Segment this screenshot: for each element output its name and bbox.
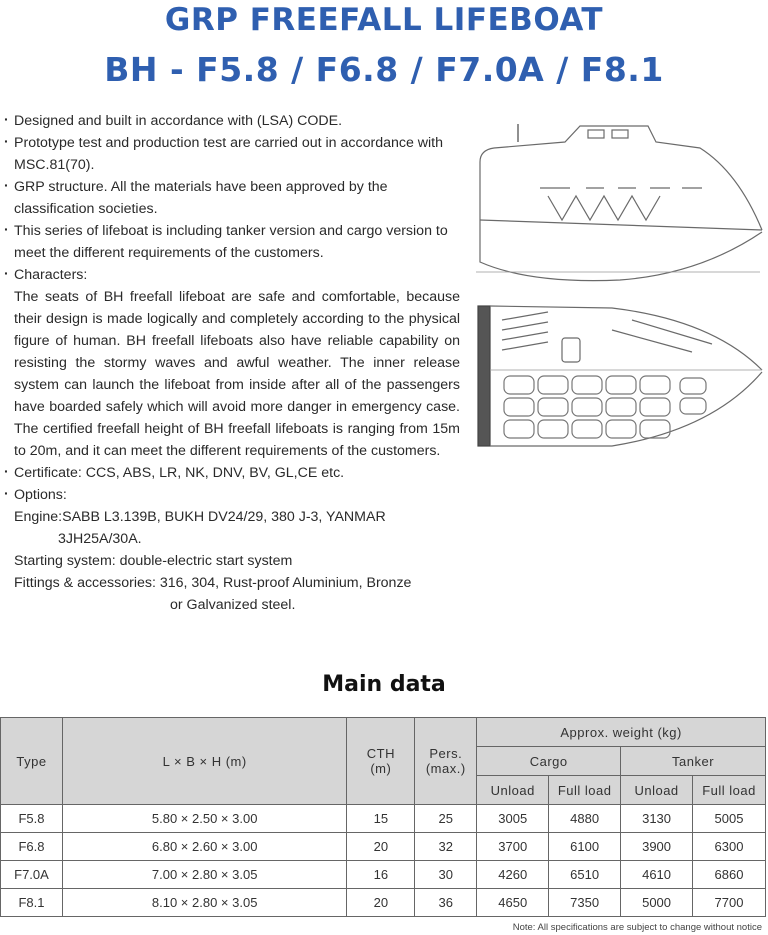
cell-persons: 25: [415, 805, 477, 833]
feature-prototype-test: · Prototype test and production test are carried out in accordance with MSC.81(70).: [0, 132, 460, 176]
cell-cargo-unload: 3700: [477, 833, 549, 861]
table-row: [1, 889, 766, 917]
header-cth: [347, 718, 415, 805]
cell-type: F6.8: [1, 833, 63, 861]
cell-tanker-full: 6300: [693, 833, 766, 861]
feature-list: [0, 110, 460, 616]
cell-cargo-full: 6100: [549, 833, 621, 861]
feature-certificate: · Certificate: CCS, ABS, LR, NK, DNV, BV, GL,CE etc.: [0, 462, 460, 484]
feature-characters-heading: · Characters:: [0, 264, 460, 286]
header-type: Type: [1, 718, 63, 805]
lifeboat-side-elevation-icon: [470, 112, 766, 292]
header-tanker-full-load: Full load: [693, 776, 766, 805]
cell-tanker-full: 6860: [693, 861, 766, 889]
cell-cargo-unload: 4260: [477, 861, 549, 889]
cell-tanker-unload: 3900: [621, 833, 693, 861]
cell-tanker-unload: 5000: [621, 889, 693, 917]
table-row: [1, 861, 766, 889]
cell-tanker-full: 5005: [693, 805, 766, 833]
main-data-table: [0, 717, 766, 917]
table-row: [1, 805, 766, 833]
header-tanker: Tanker: [621, 747, 766, 776]
header-tanker-unload: Unload: [621, 776, 693, 805]
cell-cth: 15: [347, 805, 415, 833]
cell-cth: 16: [347, 861, 415, 889]
table-row: [1, 833, 766, 861]
header-cargo-unload: Unload: [477, 776, 549, 805]
cell-tanker-full: 7700: [693, 889, 766, 917]
header-cargo-full-load: Full load: [549, 776, 621, 805]
feature-lsa-code: · Designed and built in accordance with (LSA) CODE.: [0, 110, 460, 132]
cell-type: F5.8: [1, 805, 63, 833]
fittings-line-1: Fittings & accessories: 316, 304, Rust-proof Aluminium, Bronze: [14, 575, 412, 591]
header-cth-label: CTH: [366, 746, 395, 761]
header-cth-unit: (m): [370, 761, 392, 776]
engine-line-2: 3JH25A/30A.: [58, 531, 142, 547]
lifeboat-plan-view-icon: [462, 300, 766, 460]
cell-tanker-unload: 3130: [621, 805, 693, 833]
characters-paragraph: The seats of BH freefall lifeboat are safe and comfortable, because their design is made logically and completely according to the physical figure of human. BH freefall lifeboats also have reliable capability on resisting the stormy waves and awful weather. The inner release system can launch the lifeboat from inside after all of the passengers have boarded safely which will avoid more danger in emergency case. The certified freefall height of BH freefall lifeboats is ranging from 15m to 20m, and it can meet the different requirements of the customers.: [14, 289, 460, 459]
cell-dimensions: 6.80 × 2.60 × 3.00: [62, 833, 346, 861]
header-approx-weight: Approx. weight (kg): [477, 718, 766, 747]
cell-tanker-unload: 4610: [621, 861, 693, 889]
header-persons: [415, 718, 477, 805]
cell-dimensions: 8.10 × 2.80 × 3.05: [62, 889, 346, 917]
engine-line-1: Engine:SABB L3.139B, BUKH DV24/29, 380 J-3, YANMAR: [14, 509, 386, 525]
cell-type: F8.1: [1, 889, 63, 917]
title-line-2: BH - F5.8 / F6.8 / F7.0A / F8.1: [104, 50, 664, 89]
header-persons-label: Pers.: [429, 746, 463, 761]
cell-cth: 20: [347, 833, 415, 861]
cell-cargo-unload: 4650: [477, 889, 549, 917]
cell-cth: 20: [347, 889, 415, 917]
cell-persons: 32: [415, 833, 477, 861]
specifications-note: Note: All specifications are subject to change without notice: [512, 922, 762, 933]
feature-options-heading: · Options:: [0, 484, 460, 506]
header-persons-unit: (max.): [425, 761, 466, 776]
cell-persons: 30: [415, 861, 477, 889]
fittings-line-2: or Galvanized steel.: [170, 597, 296, 613]
header-dimensions: L × B × H (m): [62, 718, 346, 805]
cell-cargo-full: 4880: [549, 805, 621, 833]
starting-system: Starting system: double-electric start system: [14, 553, 293, 569]
cell-dimensions: 5.80 × 2.50 × 3.00: [62, 805, 346, 833]
feature-grp-structure: · GRP structure. All the materials have been approved by the classification societies.: [0, 176, 460, 220]
header-cargo: Cargo: [477, 747, 621, 776]
cell-dimensions: 7.00 × 2.80 × 3.05: [62, 861, 346, 889]
cell-persons: 36: [415, 889, 477, 917]
cell-cargo-full: 7350: [549, 889, 621, 917]
main-data-title: Main data: [322, 672, 446, 697]
title-line-1: GRP FREEFALL LIFEBOAT: [164, 2, 604, 38]
cell-type: F7.0A: [1, 861, 63, 889]
cell-cargo-unload: 3005: [477, 805, 549, 833]
cell-cargo-full: 6510: [549, 861, 621, 889]
feature-series-versions: · This series of lifeboat is including tanker version and cargo version to meet the different requirements of the customers.: [0, 220, 460, 264]
